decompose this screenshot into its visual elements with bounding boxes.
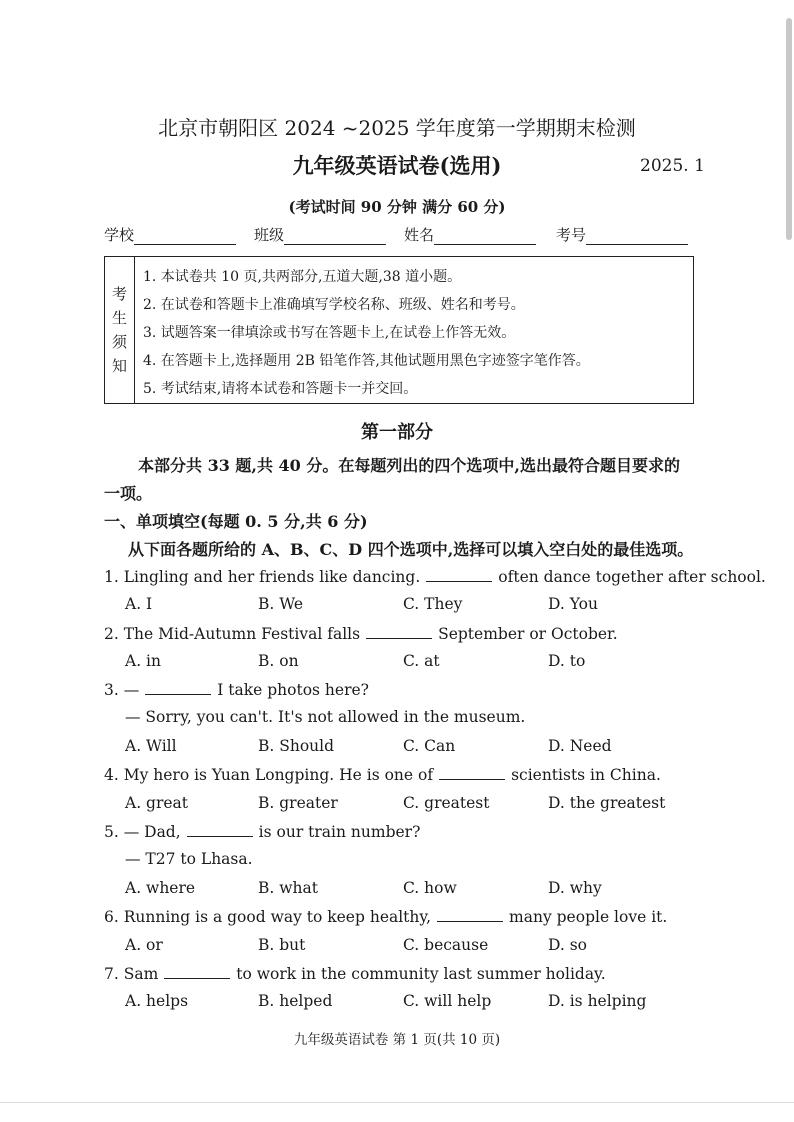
name-field[interactable] [404,224,536,245]
option-a[interactable]: A. in [125,652,161,670]
class-line [284,228,386,245]
question-text: 1. Lingling and her friends like dancing. [104,568,421,586]
notice-item: 3. 试题答案一律填涂或书写在答题卡上,在试卷上作答无效。 [143,325,516,341]
name-label: 姓名 [404,226,435,244]
question-text: to work in the community last summer holiday. [236,965,606,983]
question-7 [104,964,606,983]
answer-blank[interactable] [426,567,492,582]
section-heading: 一、单项填空(每题 0. 5 分,共 6 分) [104,512,368,531]
question-text: 4. My hero is Yuan Longping. He is one of [104,766,434,784]
question-text: 7. Sam [104,965,159,983]
question-4 [104,765,661,784]
option-d[interactable]: D. to [548,652,586,670]
answer-blank[interactable] [164,964,230,979]
option-c[interactable]: C. greatest [403,794,490,812]
option-b[interactable]: B. what [258,879,318,897]
exam-number-label: 考号 [556,226,587,244]
question-text: is our train number? [258,823,421,841]
question-text: 2. The Mid-Autumn Festival falls [104,625,361,643]
question-text: 6. Running is a good way to keep healthy, [104,908,432,926]
notice-item: 5. 考试结束,请将本试卷和答题卡一并交回。 [143,381,418,397]
question-text: 3. — [104,681,140,699]
answer-blank[interactable] [145,680,211,695]
notice-box [104,256,694,404]
notice-side-char: 知 [111,357,127,375]
question-reply: — T27 to Lhasa. [125,850,253,868]
option-b[interactable]: B. Should [258,737,335,755]
notice-side-char: 生 [111,309,127,327]
option-c[interactable]: C. They [403,595,463,613]
part-description [104,452,694,508]
section-instructions: 从下面各题所给的 A、B、C、D 四个选项中,选择可以填入空白处的最佳选项。 [128,540,694,559]
answer-blank[interactable] [439,765,505,780]
option-a[interactable]: A. Will [125,737,177,755]
exam-date: 2025. 1 [640,156,705,176]
question-2 [104,624,618,643]
part-title: 第一部分 [361,422,433,443]
option-c[interactable]: C. Can [403,737,456,755]
school-field[interactable] [104,224,236,245]
notice-side-label [105,257,135,403]
question-text: I take photos here? [217,681,369,699]
option-a[interactable]: A. I [125,595,153,613]
question-text: scientists in China. [511,766,661,784]
exam-number-field[interactable] [556,224,688,245]
option-d[interactable]: D. the greatest [548,794,666,812]
option-a[interactable]: A. helps [125,992,189,1010]
school-line [134,228,236,245]
notice-side-char: 考 [111,285,127,303]
answer-blank[interactable] [366,624,432,639]
option-a[interactable]: A. where [125,879,196,897]
option-b[interactable]: B. greater [258,794,338,812]
option-d[interactable]: D. is helping [548,992,647,1010]
option-c[interactable]: C. how [403,879,457,897]
notice-side-char: 须 [111,333,127,351]
notice-item: 1. 本试卷共 10 页,共两部分,五道大题,38 道小题。 [143,269,462,285]
option-d[interactable]: D. Need [548,737,612,755]
page-divider [0,1102,794,1103]
option-b[interactable]: B. on [258,652,299,670]
question-text: 5. — Dad, [104,823,181,841]
exam-title: 北京市朝阳区 2024 ~2025 学年度第一学期期末检测 [158,116,636,140]
school-label: 学校 [104,226,135,244]
question-3 [104,680,369,699]
class-label: 班级 [254,226,285,244]
page-footer: 九年级英语试卷 第 1 页(共 10 页) [293,1032,501,1048]
option-b[interactable]: B. We [258,595,304,613]
question-text: often dance together after school. [498,568,766,586]
option-a[interactable]: A. great [125,794,189,812]
option-d[interactable]: D. You [548,595,598,613]
question-text: September or October. [438,625,618,643]
part-description-line: 一项。 [104,484,153,503]
answer-blank[interactable] [187,822,253,837]
option-c[interactable]: C. at [403,652,440,670]
option-c[interactable]: C. will help [403,992,492,1010]
question-6 [104,907,667,926]
option-d[interactable]: D. so [548,936,588,954]
exam-subtitle: 九年级英语试卷(选用) [292,153,502,178]
part-description-line: 本部分共 33 题,共 40 分。在每题列出的四个选项中,选出最符合题目要求的 [138,456,680,475]
option-c[interactable]: C. because [403,936,489,954]
student-info-fields [104,224,694,248]
notice-item: 2. 在试卷和答题卡上准确填写学校名称、班级、姓名和考号。 [143,297,525,313]
question-reply: — Sorry, you can't. It's not allowed in the museum. [125,708,526,726]
class-field[interactable] [254,224,386,245]
exam-info: (考试时间 90 分钟 满分 60 分) [288,198,506,216]
option-b[interactable]: B. helped [258,992,333,1010]
exam-number-line [586,228,688,245]
option-d[interactable]: D. why [548,879,602,897]
option-b[interactable]: B. but [258,936,306,954]
question-1 [104,567,766,586]
question-5 [104,822,420,841]
notice-item: 4. 在答题卡上,选择题用 2B 铅笔作答,其他试题用黑色字迹签字笔作答。 [143,353,590,369]
notice-list [143,263,590,403]
name-line [434,228,536,245]
question-text: many people love it. [509,908,668,926]
option-a[interactable]: A. or [125,936,163,954]
answer-blank[interactable] [437,907,503,922]
